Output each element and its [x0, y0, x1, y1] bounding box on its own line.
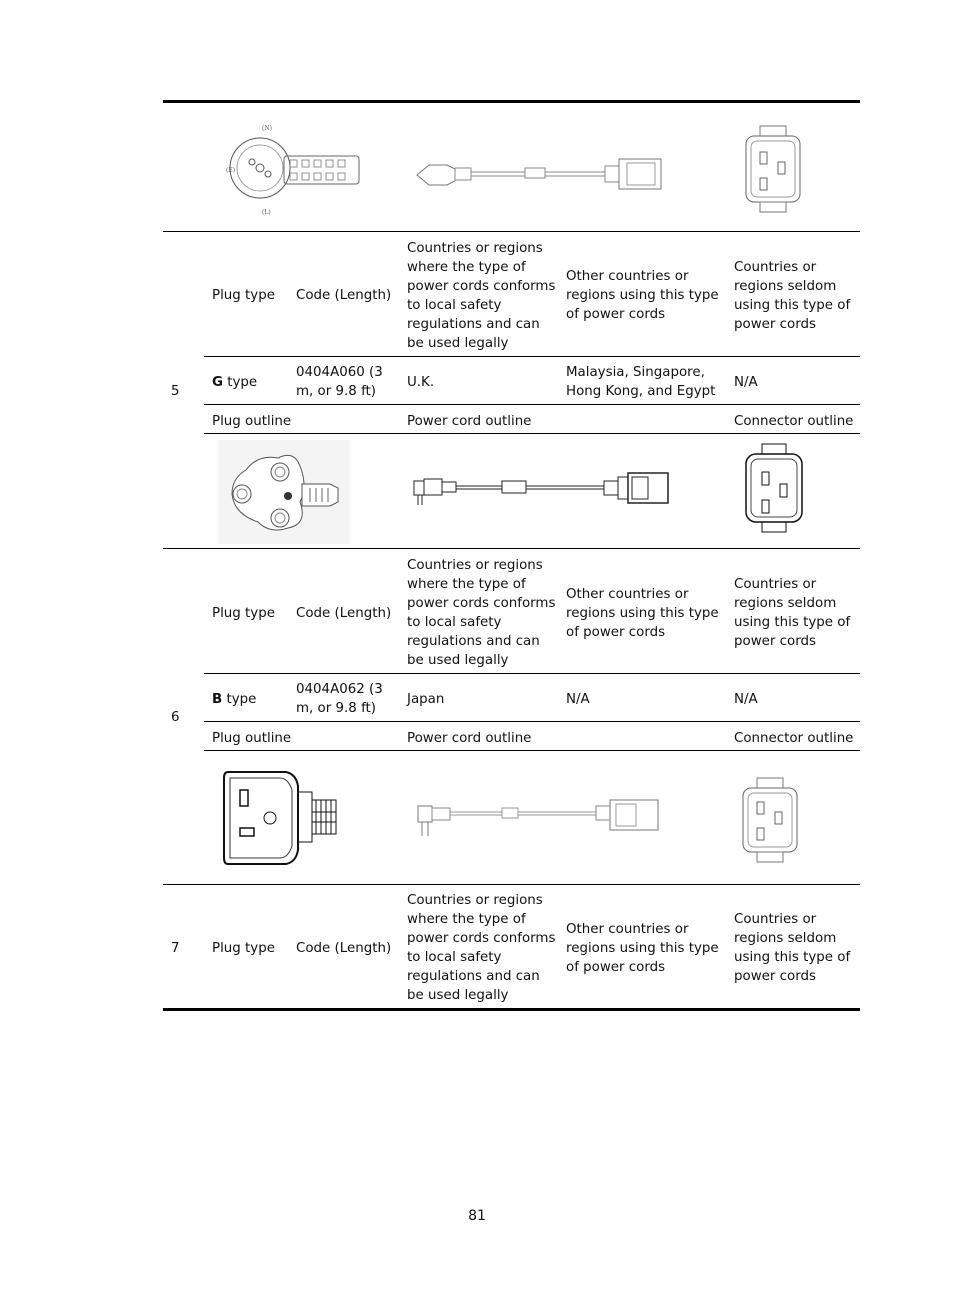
header-countries: Countries or regions where the type of power cords conforms to local safety regulations and can be used legally	[407, 893, 556, 1003]
header-cord-outline: Power cord outline	[407, 731, 532, 746]
connector-outline-image	[742, 442, 806, 536]
header-plug-outline: Plug outline	[212, 414, 292, 429]
header-other-countries: Other countries or regions using this type of power cords	[566, 587, 719, 640]
row-divider	[204, 750, 860, 751]
header-code: Code (Length)	[296, 941, 392, 956]
plug-outline-image	[222, 770, 342, 868]
code-value: 0404A060 (3 m, or 9.8 ft)	[296, 365, 383, 399]
page-number: 81	[468, 1208, 486, 1224]
plug-outline-image	[218, 440, 350, 544]
row-divider	[163, 548, 860, 549]
plug-type-value	[212, 690, 256, 709]
row-divider	[163, 884, 860, 885]
seldom-countries-value: N/A	[734, 375, 758, 390]
code-value: 0404A062 (3 m, or 9.8 ft)	[296, 682, 383, 716]
power-cord-outline-image	[415, 155, 667, 195]
header-connector-outline: Connector outline	[734, 731, 854, 746]
table-top-rule	[163, 100, 860, 103]
plug-outline-image	[222, 118, 362, 220]
header-other-countries: Other countries or regions using this type of power cords	[566, 922, 719, 975]
seldom-countries-value: N/A	[734, 692, 758, 707]
header-countries: Countries or regions where the type of power cords conforms to local safety regulations and can be used legally	[407, 241, 556, 351]
row-divider	[204, 721, 860, 722]
svg-text:(E): (E)	[226, 167, 236, 174]
countries-value: Japan	[407, 692, 445, 707]
row-divider	[204, 673, 860, 674]
plug-type-value	[212, 373, 257, 392]
header-countries: Countries or regions where the type of power cords conforms to local safety regulations and can be used legally	[407, 558, 556, 668]
plug-type-letter: B	[212, 692, 223, 707]
row-number: 6	[171, 710, 180, 725]
row-number: 5	[171, 384, 180, 399]
power-cord-outline-image	[412, 471, 670, 505]
row-divider	[204, 433, 860, 434]
plug-type-letter: G	[212, 375, 223, 390]
header-cord-outline: Power cord outline	[407, 414, 532, 429]
row-divider	[204, 404, 860, 405]
header-connector-outline: Connector outline	[734, 414, 854, 429]
header-plug-type: Plug type	[212, 606, 275, 621]
header-plug-type: Plug type	[212, 288, 275, 303]
header-seldom-countries: Countries or regions seldom using this type of power cords	[734, 260, 851, 332]
header-plug-type: Plug type	[212, 941, 275, 956]
plug-type-word: type	[223, 375, 258, 390]
svg-text:(L): (L)	[262, 209, 271, 216]
connector-outline-image	[742, 124, 804, 216]
other-countries-value: Malaysia, Singapore, Hong Kong, and Egypt	[566, 365, 716, 399]
header-code: Code (Length)	[296, 606, 392, 621]
header-seldom-countries: Countries or regions seldom using this type of power cords	[734, 912, 851, 984]
connector-outline-image	[740, 776, 800, 866]
header-plug-outline: Plug outline	[212, 731, 292, 746]
header-other-countries: Other countries or regions using this type of power cords	[566, 269, 719, 322]
power-cord-outline-image	[414, 796, 660, 838]
row-divider	[204, 356, 860, 357]
plug-type-word: type	[222, 692, 257, 707]
row-number: 7	[171, 941, 180, 956]
table-bottom-rule	[163, 1008, 860, 1011]
countries-value: U.K.	[407, 375, 435, 390]
header-seldom-countries: Countries or regions seldom using this type of power cords	[734, 577, 851, 649]
header-code: Code (Length)	[296, 288, 392, 303]
row-divider	[163, 231, 860, 232]
svg-text:(N): (N)	[262, 125, 272, 132]
other-countries-value: N/A	[566, 692, 590, 707]
